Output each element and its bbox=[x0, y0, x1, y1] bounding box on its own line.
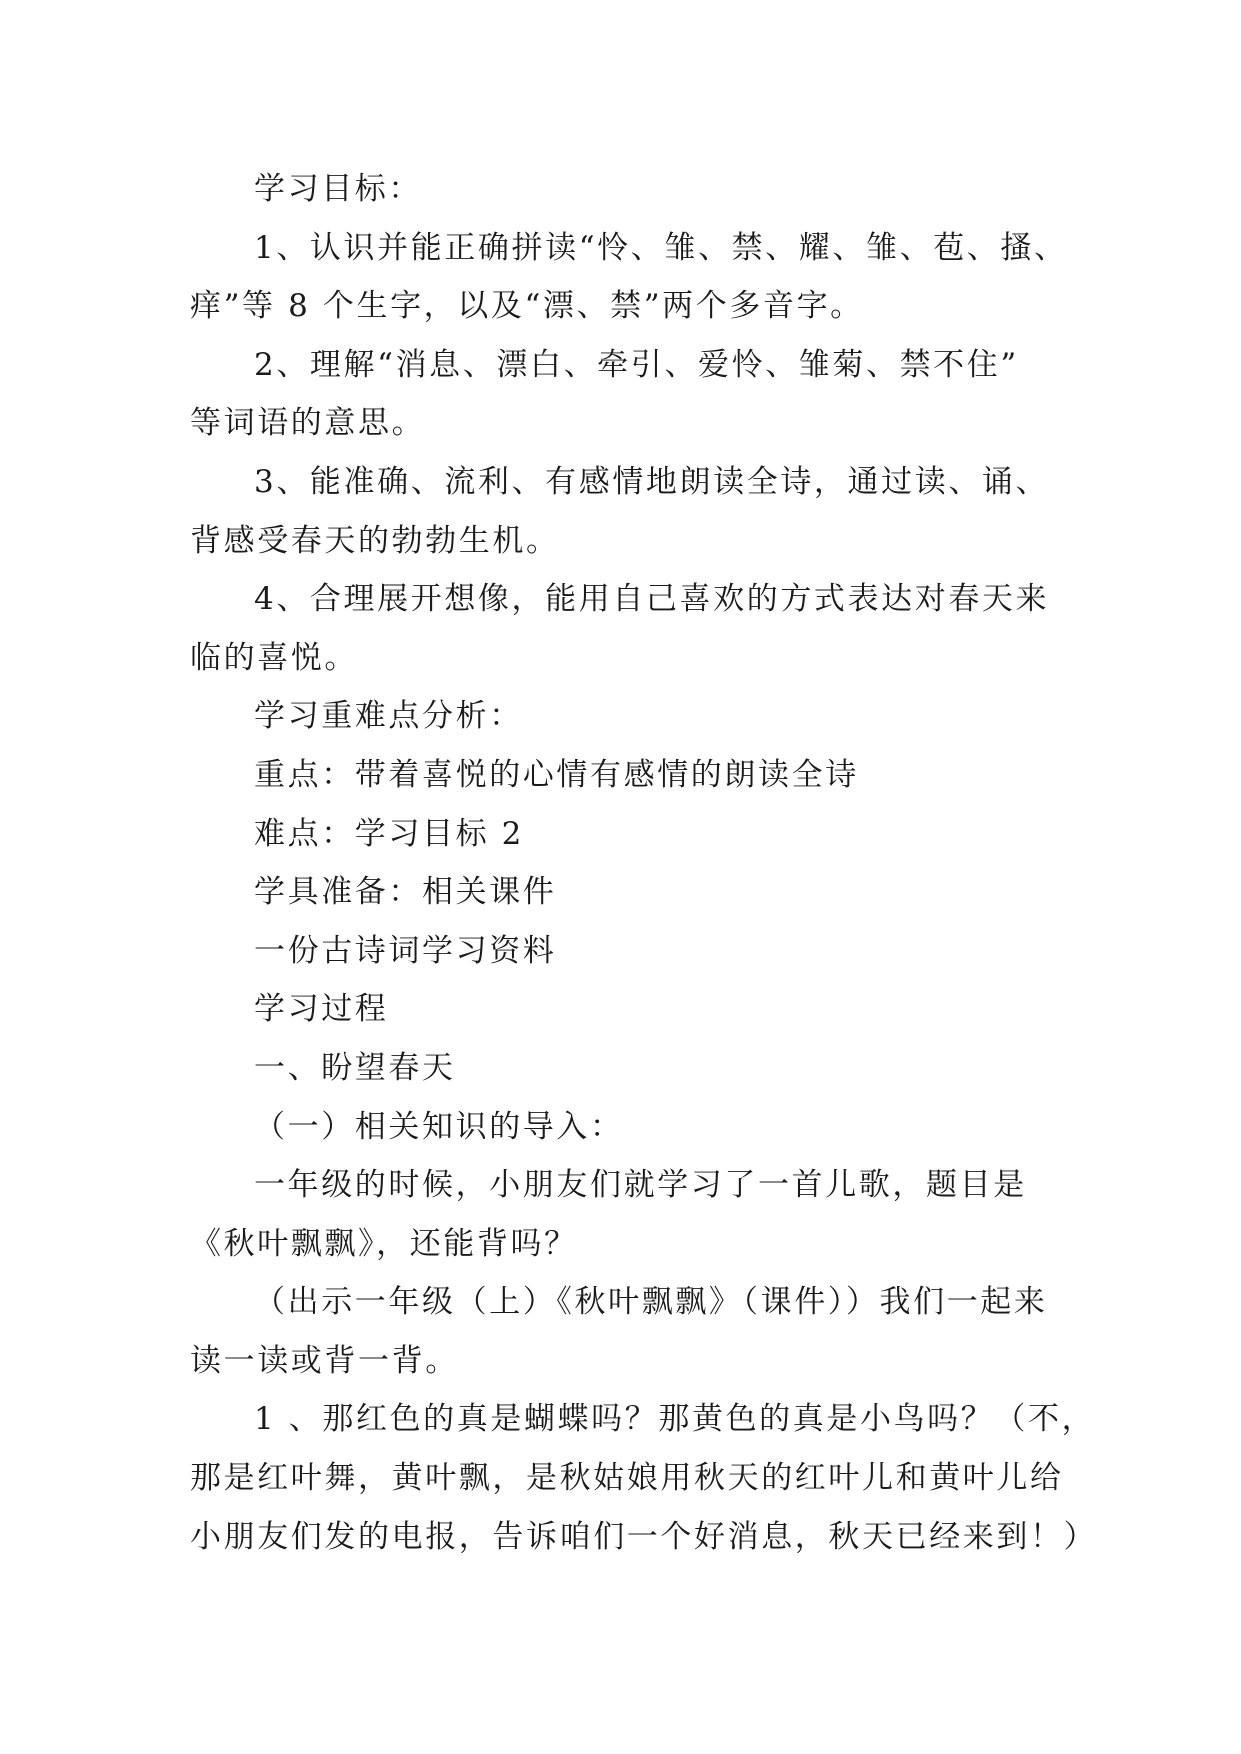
heading-process bbox=[190, 980, 1070, 1039]
text-line: 《秋叶飘飘》，还能背吗？ bbox=[190, 1225, 578, 1262]
text-line: （一）相关知识的导入： bbox=[254, 1108, 624, 1145]
goal-item-1 bbox=[190, 219, 1070, 336]
text-line: 读一读或背一背。 bbox=[190, 1342, 459, 1379]
text-line: 1 、那红色的真是蝴蝶吗？那黄色的真是小鸟吗？（不， bbox=[254, 1401, 1096, 1438]
text-line: 1、认识并能正确拼读“怜、雏、禁、耀、雏、苞、搔、 bbox=[254, 229, 1068, 266]
text-line: 3、能准确、流利、有感情地朗读全诗，通过读、诵、 bbox=[254, 463, 1050, 500]
document-body bbox=[190, 160, 1098, 1566]
text-line: 学习过程 bbox=[254, 991, 389, 1028]
materials bbox=[190, 863, 1070, 922]
heading-learning-goals bbox=[190, 160, 1070, 219]
heading-key-points bbox=[190, 687, 1070, 746]
materials-extra bbox=[190, 922, 1070, 981]
text-line: （出示一年级（上）《秋叶飘飘》（课件））我们一起来 bbox=[254, 1284, 1048, 1321]
text-line: 难点：学习目标 2 bbox=[254, 815, 524, 852]
text-line: 小朋友们发的电报，告诉咱们一个好消息，秋天已经来到！） bbox=[190, 1518, 1098, 1555]
difficult-point bbox=[190, 805, 1070, 864]
goal-item-2 bbox=[190, 336, 1070, 453]
text-line: 重点：带着喜悦的心情有感情的朗读全诗 bbox=[254, 756, 859, 793]
text-line: 一、盼望春天 bbox=[254, 1049, 456, 1086]
key-point bbox=[190, 746, 1070, 805]
text-line: 学习目标： bbox=[254, 171, 422, 207]
section-heading-1 bbox=[190, 1039, 1070, 1098]
goal-item-4 bbox=[190, 570, 1070, 687]
text-line: 一份古诗词学习资料 bbox=[254, 932, 557, 969]
text-line: 痒”等 8 个生字，以及“漂、禁”两个多音字。 bbox=[190, 288, 864, 325]
text-line: 一年级的时候，小朋友们就学习了一首儿歌，题目是 bbox=[254, 1167, 1027, 1204]
text-line: 等词语的意思。 bbox=[190, 405, 426, 442]
goal-item-3 bbox=[190, 453, 1070, 570]
text-line: 学具准备：相关课件 bbox=[254, 874, 557, 911]
text-line: 临的喜悦。 bbox=[190, 639, 358, 676]
text-line: 学习重难点分析： bbox=[254, 698, 523, 735]
text-line: 2、理解“消息、漂白、牵引、爱怜、雏菊、禁不住” bbox=[254, 346, 1019, 383]
body-paragraph bbox=[190, 1273, 1070, 1390]
text-line: 4、合理展开想像，能用自己喜欢的方式表达对春天来 bbox=[254, 581, 1050, 618]
text-line: 背感受春天的勃勃生机。 bbox=[190, 522, 560, 559]
body-paragraph bbox=[190, 1156, 1070, 1273]
body-paragraph bbox=[190, 1390, 1098, 1566]
subsection-heading-1 bbox=[190, 1098, 1070, 1157]
text-line: 那是红叶舞，黄叶飘，是秋姑娘用秋天的红叶儿和黄叶儿给 bbox=[190, 1460, 1064, 1497]
